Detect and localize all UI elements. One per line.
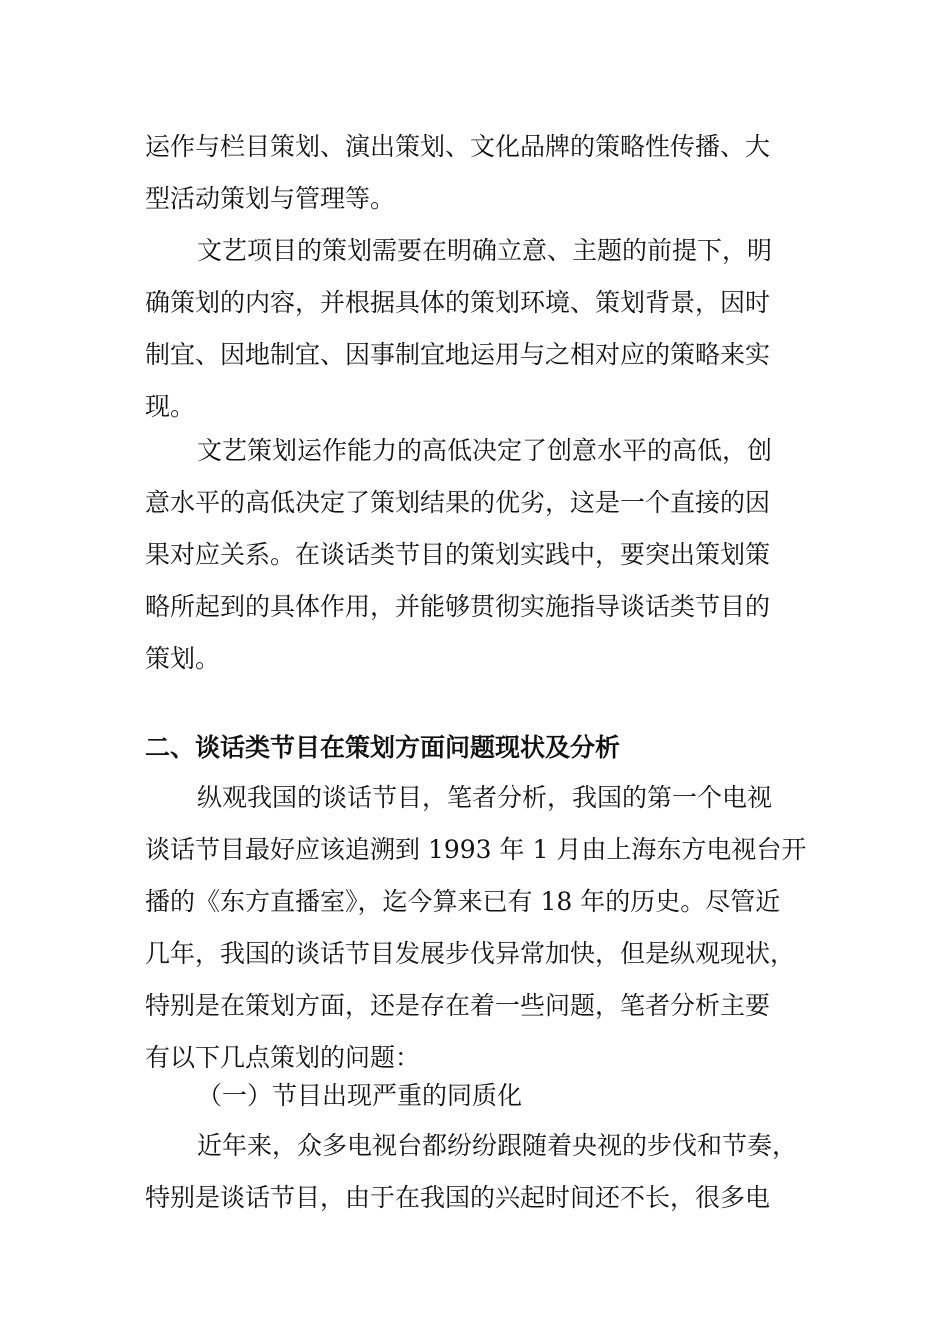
paragraph-line: 特别是谈话节目，由于在我国的兴起时间还不长，很多电 [145,1183,771,1212]
paragraph-line: 文艺策划运作能力的高低决定了创意水平的高低，创 [197,436,773,465]
paragraph-line: 播的《东方直播室》，迄今算来已有 18 年的历史。尽管近 [145,887,781,916]
paragraph-line: 文艺项目的策划需要在明确立意、主题的前提下，明 [197,236,773,265]
paragraph-line: 制宜、因地制宜、因事制宜地运用与之相对应的策略来实 [145,340,771,369]
paragraph-line: 纵观我国的谈话节目，笔者分析，我国的第一个电视 [197,783,773,812]
paragraph-5 [145,1120,798,1224]
paragraph-line: 几年，我国的谈话节目发展步伐异常加快，但是纵观现状， [145,939,796,968]
paragraph-line: 运作与栏目策划、演出策划、文化品牌的策略性传播、大 [145,132,771,161]
paragraph-line: 策划。 [145,644,221,673]
paragraph-4 [145,772,807,1084]
paragraph-line: 略所起到的具体作用，并能够贯彻实施指导谈话类节目的 [145,592,771,621]
paragraph-1 [145,121,795,225]
paragraph-line: 确策划的内容，并根据具体的策划环境、策划背景，因时 [145,288,771,317]
subheading: （一）节目出现严重的同质化 [197,1081,523,1110]
paragraph-3 [145,425,795,685]
paragraph-line: 有以下几点策划的问题： [145,1043,421,1072]
paragraph-line: 谈话节目最好应该追溯到 1993 年 1 月由上海东方电视台开 [145,835,807,864]
paragraph-line: 近年来，众多电视台都纷纷跟随着央视的步伐和节奏， [197,1131,798,1160]
paragraph-line: 现。 [145,392,196,421]
paragraph-line: 果对应关系。在谈话类节目的策划实践中，要突出策划策 [145,540,771,569]
section-heading: 二、谈话类节目在策划方面问题现状及分析 [145,733,621,762]
paragraph-2 [145,225,795,433]
paragraph-line: 特别是在策划方面，还是存在着一些问题，笔者分析主要 [145,991,771,1020]
paragraph-line: 型活动策划与管理等。 [145,184,396,213]
paragraph-line: 意水平的高低决定了策划结果的优劣，这是一个直接的因 [145,488,771,517]
